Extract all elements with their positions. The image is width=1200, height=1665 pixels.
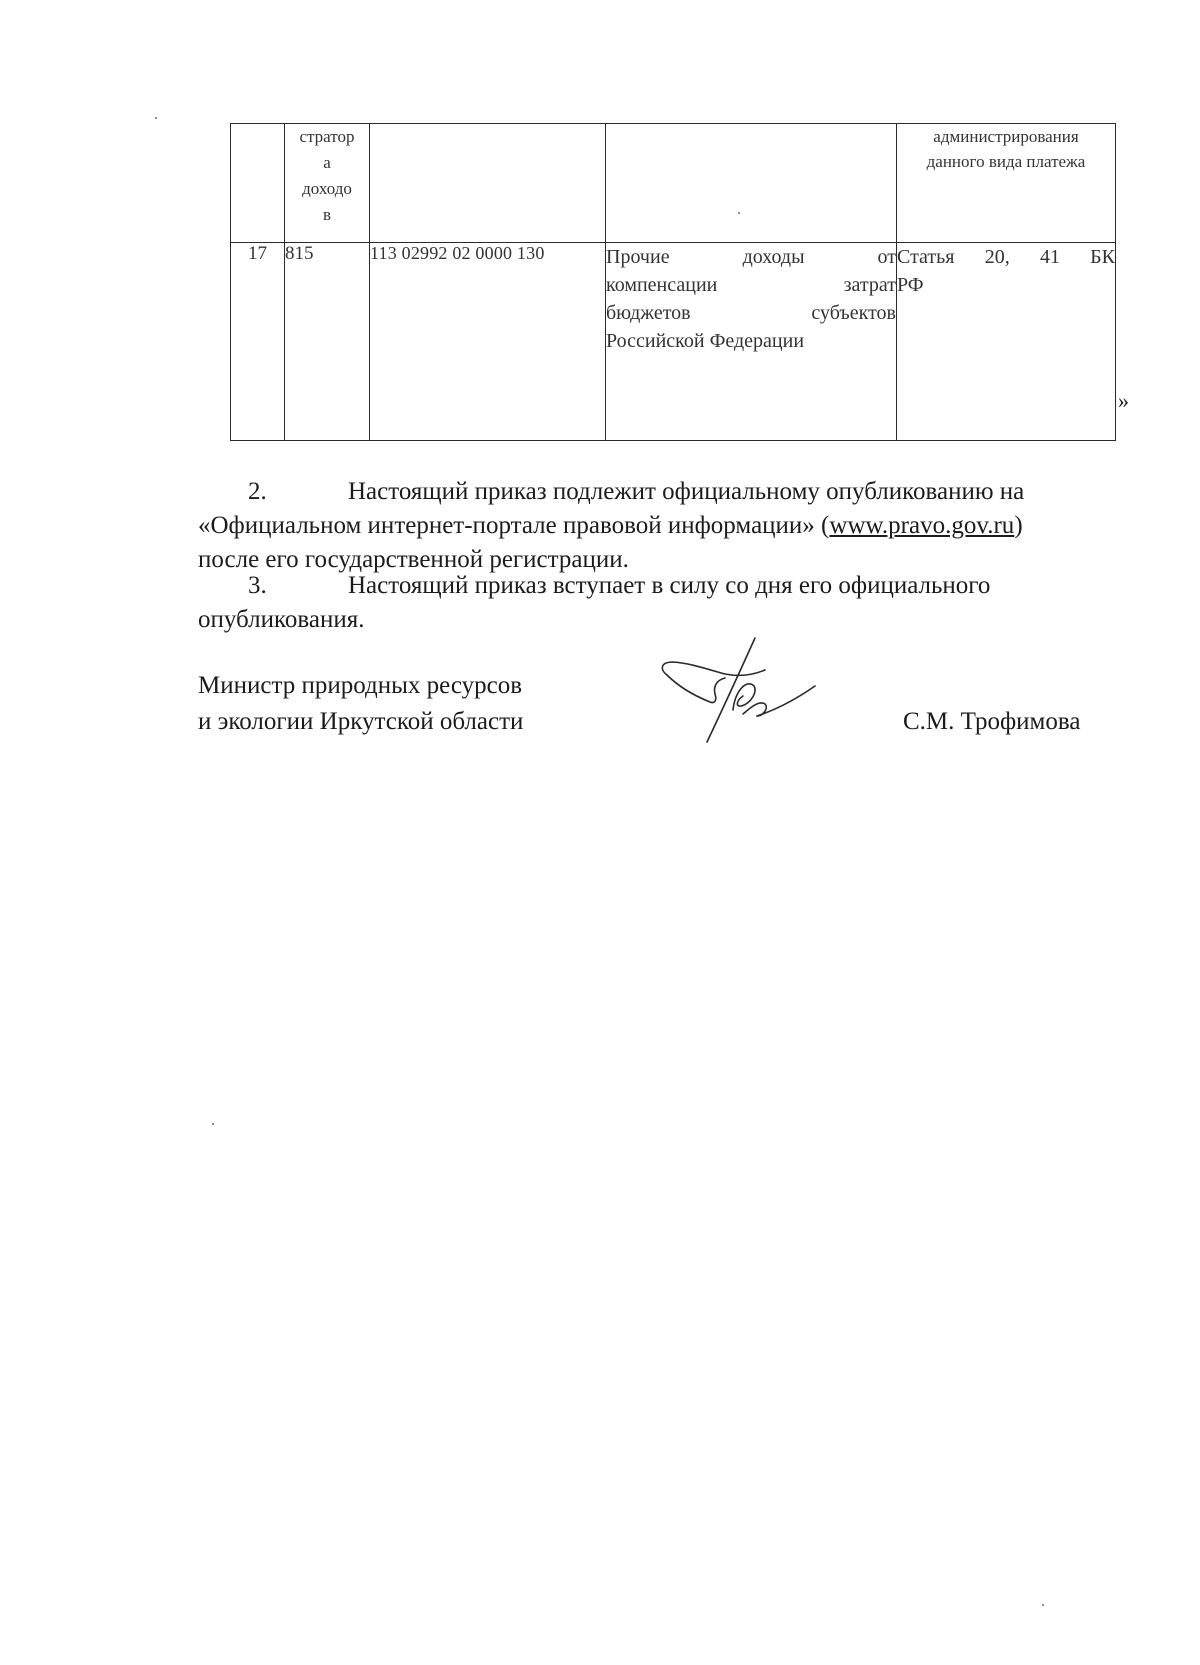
signer-title: Министр природных ресурсов и экологии Иркутской области	[198, 672, 524, 735]
paragraph-number: 2.	[248, 478, 267, 505]
header-cell-basis: администрирования данного вида платежа	[897, 124, 1116, 243]
legal-basis: Статья 20, 41 БК РФ	[897, 243, 1116, 441]
handwritten-signature	[655, 630, 855, 750]
header-cell-description	[606, 124, 897, 243]
signer-name: С.М. Трофимова	[903, 708, 1081, 735]
table-header-continuation-row	[231, 124, 1116, 243]
header-cell-kbk	[370, 124, 606, 243]
closing-quote: »	[1118, 388, 1129, 413]
header-cell-number	[231, 124, 285, 243]
scan-speck	[155, 117, 157, 119]
row-number: 17	[231, 243, 285, 441]
scan-speck	[738, 212, 740, 214]
admin-code: 815	[285, 243, 370, 441]
paragraph-2: 2. Настоящий приказ подлежит официальному опубликованию на «Официальном интернет-портале правовой информации» (www.pravo.gov.ru) после его государственной регистрации.	[198, 475, 1098, 577]
revenue-table	[230, 123, 1116, 441]
paragraph-number: 3.	[248, 572, 267, 599]
kbk-code: 113 02992 02 0000 130	[370, 243, 606, 441]
header-cell-administrator: стратор а доходо в	[285, 124, 370, 243]
table-row	[231, 243, 1116, 441]
scan-speck	[1042, 1604, 1044, 1606]
pravo-link[interactable]: www.pravo.gov.ru	[829, 512, 1015, 539]
paragraph-3: 3. Настоящий приказ вступает в силу со дня его официального опубликования.	[198, 569, 1098, 637]
revenue-description: Прочие доходы от компенсации затрат бюджетов субъектов Российской Федерации	[606, 243, 897, 441]
scan-speck	[212, 1123, 214, 1125]
